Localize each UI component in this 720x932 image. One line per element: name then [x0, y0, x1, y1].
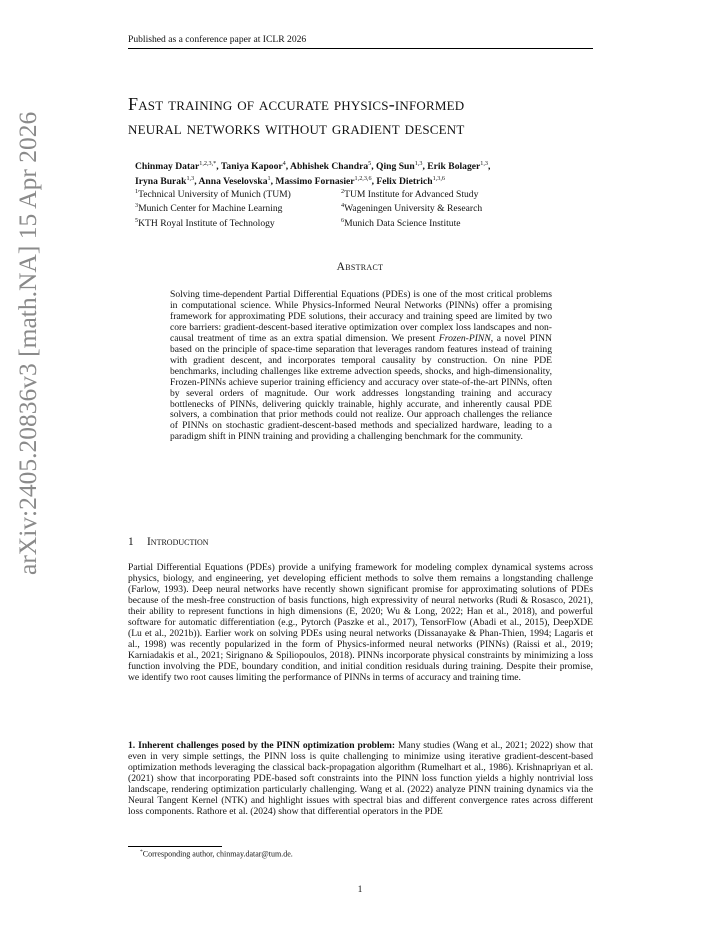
section-heading — [128, 536, 593, 548]
author: Taniya Kapoor$^4$, — [220, 160, 291, 173]
affiliation: $^2$TUM Institute for Advanced Study — [341, 188, 479, 201]
paper-title-line-2: neural networks without gradient descent — [128, 118, 465, 138]
affiliation-row — [135, 215, 595, 229]
author: Chinmay Datar$^{1,2,3,*}$, — [135, 160, 221, 173]
author: Anna Veselovska$^1$, — [198, 174, 276, 187]
paper-title-line-1: Fast training of accurate physics-informed — [128, 94, 465, 114]
affiliation-row — [135, 200, 595, 214]
intro-paragraph: Partial Differential Equations (PDEs) provide a unifying framework for modeling complex dynamical systems across physics, biology, and engineering, yet developing efficient methods to solve them remains a longstanding challenge (Farlow, 1993). Deep neural networks have recently shown significant promise for approximating solutions of PDEs because of the mesh-free construction of basis functions, high expressivity of neural networks (Rudi & Rosasco, 2021), their ability to represent functions in high dimensions (E, 2020; Wu & Long, 2022; Han et al., 2018), and powerful software for automatic differentiation (e.g., Pytorch (Paszke et al., 2017), TensorFlow (Abadi et al., 2015), DeepXDE (Lu et al., 2021b)). Earlier work on solving PDEs using neural networks (Dissanayake & Phan-Thien, 1994; Lagaris et al., 1998) was recently popularized in the form of Physics-informed neural networks (PINNs) (Raissi et al., 2019; Karniadakis et al., 2021; Sirignano & Spiliopoulos, 2018). PINNs incorporate physical constraints by minimizing a loss function involving the PDE, boundary condition, and initial condition residuals during training. Despite their promise, we identify two root causes limiting the performance of PINNs in terms of accuracy and training time. — [128, 562, 593, 683]
affiliation: $^4$Wageningen University & Research — [341, 202, 483, 215]
paper-title — [128, 92, 598, 140]
author: Qing Sun$^{1,3}$, — [376, 160, 428, 173]
paragraph-lead: 1. Inherent challenges posed by the PINN optimization problem: — [128, 740, 396, 751]
running-header: Published as a conference paper at ICLR 2026 — [128, 34, 593, 49]
author: Felix Dietrich$^{1,3,6}$ — [376, 174, 445, 187]
section-number: 1 — [128, 536, 134, 548]
author: Erik Bolager$^{1,3}$, — [427, 160, 491, 173]
abstract-text: Solving time-dependent Partial Differential Equations (PDEs) is one of the most critical problems in computational science. While Physics-Informed Neural Networks (PINNs) offer a promising framework for approximating PDE solutions, their accuracy and training speed are limited by two core barriers: gradient-descent-based iterative optimization over complex loss landscapes and non-causal treatment of time as an extra spatial dimension. We present Frozen-PINN, a novel PINN based on the principle of space-time separation that leverages random features instead of training with gradient descent, and incorporates temporal causality by construction. On nine PDE benchmarks, including challenges like extreme advection speeds, shocks, and high-dimensionality, Frozen-PINNs achieve superior training efficiency and accuracy over state-of-the-art PINNs, often by several orders of magnitude. Our work addresses longstanding training and accuracy bottlenecks of PINNs, delivering quickly trainable, highly accurate, and inherently causal PDE solvers, a combination that prior methods could not realize. Our approach challenges the reliance of PINNs on stochastic gradient-descent-based methods and specialized hardware, leading to a paradigm shift in PINN training and providing a challenging benchmark for the community. — [170, 289, 552, 443]
affiliation-row — [135, 186, 595, 200]
method-name: Frozen-PINN — [438, 332, 491, 344]
author: Iryna Burak$^{1,3}$, — [135, 174, 199, 187]
affiliation: $^5$KTH Royal Institute of Technology — [135, 216, 275, 229]
affiliation: $^3$Munich Center for Machine Learning — [135, 202, 283, 215]
author-list — [135, 158, 595, 187]
abstract-heading: Abstract — [336, 261, 384, 273]
author: Massimo Fornasier$^{1,2,3,6}$, — [275, 174, 377, 187]
footnote-divider — [128, 846, 222, 847]
arxiv-identifier-stamp[interactable]: arXiv:2405.20836v3 [math.NA] 15 Apr 2026 — [13, 111, 42, 575]
page-number: 1 — [357, 884, 363, 895]
affiliation-list — [135, 186, 595, 229]
affiliation: $^1$Technical University of Munich (TUM) — [135, 188, 291, 201]
section-title: Introduction — [147, 536, 209, 548]
affiliation: $^6$Munich Data Science Institute — [341, 216, 461, 229]
author: Abhishek Chandra$^5$, — [290, 160, 377, 173]
intro-paragraph: 1. Inherent challenges posed by the PINN optimization problem: Many studies (Wang et al., 2021; 2022) show that even in very simple settings, the PINN loss is quite challenging to minimize using iterative gradient-descent-based optimization methods leveraging the classical back-propagation algorithm (Rumelhart et al., 1986). Krishnapriyan et al. (2021) show that incorporating PDE-based soft constraints into the PINN loss function yields a highly nontrivial loss landscape, rendering optimization particularly challenging. Wang et al. (2022) analyze PINN training dynamics via the Neural Tangent Kernel (NTK) and highlight issues with spectral bias and different convergence rates across different loss components. Rathore et al. (2024) show that differential operators in the PDE — [128, 740, 593, 817]
footnote: *Corresponding author, chinmay.datar@tum.de. — [140, 849, 293, 859]
